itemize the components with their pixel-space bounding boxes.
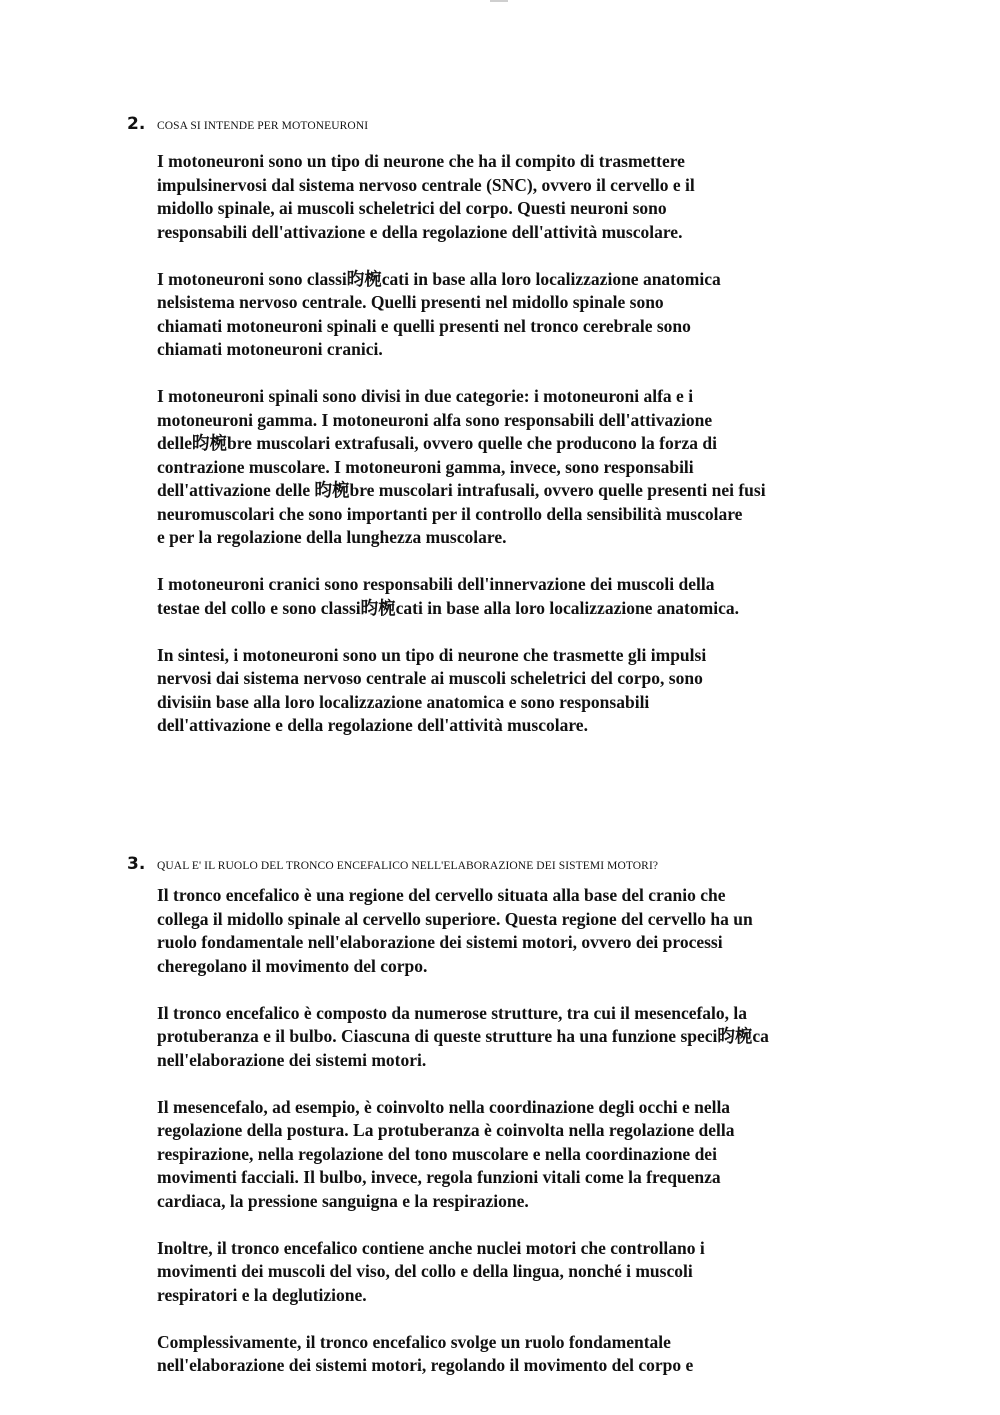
section-heading	[127, 854, 927, 874]
section-body	[157, 150, 927, 738]
section-tronco-encefalico	[127, 854, 927, 1401]
paragraph: Il mesencefalo, ad esempio, è coinvolto nella coordinazione degli occhi e nella regolazione della postura. La protuberanza è coinvolta nella regolazione della respirazione, nella regolazione del tono muscolare e nella coordinazione dei movimenti facciali. Il bulbo, invece, regola funzioni vitali come la frequenza cardiaca, la pressione sanguigna e la respirazione.	[157, 1096, 735, 1211]
section-title: QUAL E' IL RUOLO DEL TRONCO ENCEFALICO NELL'ELABORAZIONE DEI SISTEMI MOTORI?	[157, 860, 659, 872]
paragraph: I motoneuroni cranici sono responsabili dell'innervazione dei muscoli della testae del collo e sono classi昀椀cati in base alla loro localizzazione anatomica.	[157, 574, 739, 618]
section-number: 2.	[127, 114, 146, 134]
paragraph: I motoneuroni spinali sono divisi in due categorie: i motoneuroni alfa e i motoneuroni gamma. I motoneuroni alfa sono responsabili dell'attivazione delle昀椀bre muscolari extrafusali, ovvero quelle che producono la forza di contrazione muscolare. I motoneuroni gamma, invece, sono responsabili dell'attivazione delle 昀椀bre muscolari intrafusali, ovvero quelle presenti nei fusi neuromuscolari che sono importanti per il controllo della sensibilità muscolare e per la regolazione della lunghezza muscolare.	[157, 386, 766, 547]
section-motoneuroni	[127, 114, 927, 761]
paragraph: Il tronco encefalico è una regione del cervello situata alla base del cranio che collega il midollo spinale al cervello superiore. Questa regione del cervello ha un ruolo fondamentale nell'elaborazione dei sistemi motori, ovvero dei processi cheregolano il movimento del corpo.	[157, 885, 753, 976]
section-heading	[127, 114, 927, 134]
paragraph: Il tronco encefalico è composto da numerose strutture, tra cui il mesencefalo, la protuberanza e il bulbo. Ciascuna di queste strutture ha una funzione speci昀椀ca nell'elaborazione dei sistemi motori.	[157, 1002, 769, 1070]
section-body	[157, 884, 927, 1378]
section-title: COSA SI INTENDE PER MOTONEURONI	[157, 120, 369, 132]
paragraph: I motoneuroni sono classi昀椀cati in base alla loro localizzazione anatomica nelsistema nervoso centrale. Quelli presenti nel midollo spinale sono chiamati motoneuroni spinali e quelli presenti nel tronco cerebrale sono chiamati motoneuroni cranici.	[157, 268, 721, 359]
paragraph: Complessivamente, il tronco encefalico svolge un ruolo fondamentale nell'elaborazione dei sistemi motori, regolando il movimento del corpo e	[157, 1331, 694, 1375]
page-top-mark	[490, 0, 508, 2]
section-number: 3.	[127, 854, 146, 874]
paragraph: I motoneuroni sono un tipo di neurone che ha il compito di trasmettere impulsinervosi dal sistema nervoso centrale (SNC), ovvero il cervello e il midollo spinale, ai muscoli scheletrici del corpo. Questi neuroni sono responsabili dell'attivazione e della regolazione dell'attività muscolare.	[157, 151, 695, 242]
paragraph: Inoltre, il tronco encefalico contiene anche nuclei motori che controllano i movimenti dei muscoli del viso, del collo e della lingua, nonché i muscoli respiratori e la deglutizione.	[157, 1237, 705, 1305]
paragraph: In sintesi, i motoneuroni sono un tipo di neurone che trasmette gli impulsi nervosi dai sistema nervoso centrale ai muscoli scheletrici del corpo, sono divisiin base alla loro localizzazione anatomica e sono responsabili dell'attivazione e della regolazione dell'attività muscolare.	[157, 644, 707, 735]
